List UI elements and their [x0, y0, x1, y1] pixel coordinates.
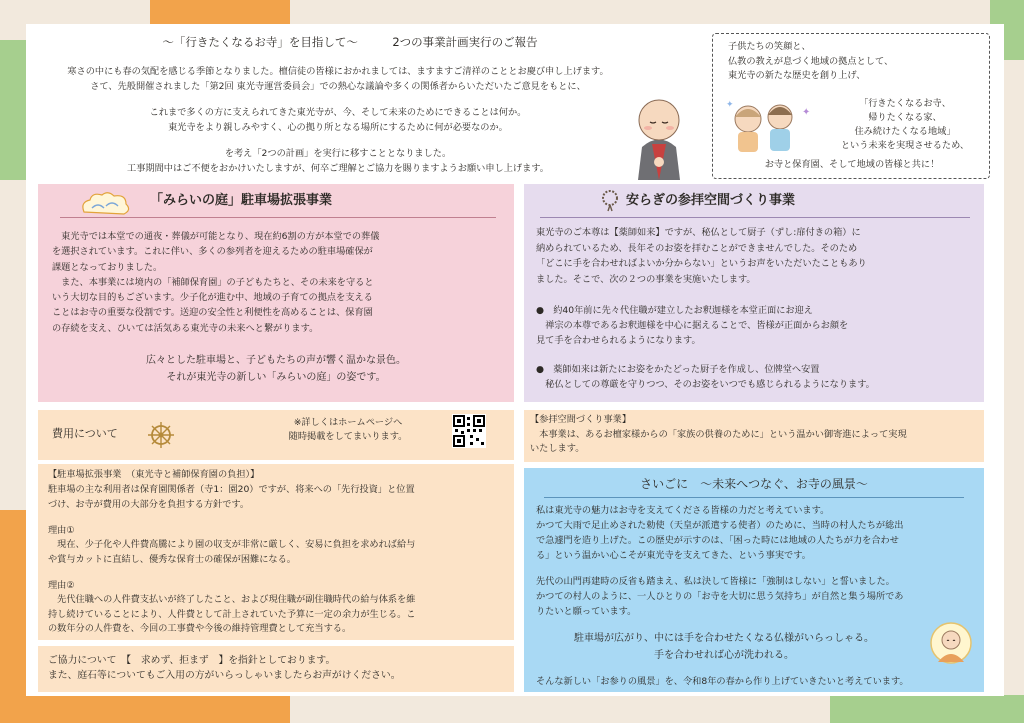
- cooperation-text: [48, 653, 401, 683]
- parking-title-rule: [60, 217, 496, 218]
- worship-cost-body: [530, 428, 907, 456]
- cost-heading: 費用について: [52, 427, 118, 440]
- reason1-body: [48, 538, 415, 567]
- parking-closing: [38, 352, 514, 386]
- vision-line: 仏教の教えが息づく地域の拠点として、: [728, 55, 894, 67]
- vision-line: 子供たちの笑顔と、: [728, 41, 811, 52]
- header-greeting: [38, 64, 638, 94]
- cost-intro-line: 駐車場の主な利用者は保育園関係者（寺1：園20）ですが、将来への「先行投資」と位置: [48, 484, 415, 495]
- parking-body: [52, 229, 379, 336]
- cloud-icon: [78, 190, 132, 220]
- dharma-wheel-icon: [146, 420, 176, 450]
- cost-sub-heading: 【駐車場拡張事業 （東光寺と補師保育園の負担）】: [48, 469, 260, 480]
- worship-title-rule: [540, 217, 970, 218]
- buddha-illustration: [928, 620, 974, 670]
- finale-line: 駐車場が広がり、中には手を合わせたくなる仏様がいらっしゃる。: [574, 633, 874, 644]
- reason1-line: や賞与カットに直結し、優秀な保育士の確保が困難になる。: [48, 553, 296, 565]
- qr-code-icon[interactable]: [452, 414, 486, 448]
- parking-closing-line: それが東光寺の新しい「みらいの庭」の姿です。: [166, 372, 386, 383]
- finale-title: さいごに ～未来へつなぐ、お寺の風景～: [640, 477, 868, 491]
- bg-green-left: [0, 40, 26, 180]
- worship-item-line: 見て手を合わせられるようになります。: [536, 335, 701, 346]
- worship-cost-line: 本事業は、あるお檀家様からの「家族の供養のために」という温かい御寄進によって実現: [530, 429, 907, 440]
- worship-cost-line: いたします。: [530, 443, 585, 454]
- cost-note-line: 随時掲載をしてまいります。: [288, 431, 408, 442]
- header-question: [38, 105, 638, 135]
- finale-line: りたいと願っています。: [536, 606, 637, 617]
- worship-line: 東光寺のご本尊は【薬師如来】ですが、秘仏として厨子（ずし:扉付きの箱）に: [536, 227, 861, 238]
- worship-line: ました。そこで、次の２つの事業を実施いたします。: [536, 273, 756, 285]
- worship-item-line: 禅宗の本尊であるお釈迦様を中心に据えることで、皆様が正面からお顔を: [536, 320, 849, 331]
- parking-line: いう大切な目的もございます。少子化が進む中、地域の子育ての拠点を支える: [52, 292, 373, 304]
- cost-intro: [48, 483, 415, 512]
- parking-line: 東光寺では本堂での通夜・葬儀が可能となり、現在約6割の方が本堂での葬儀: [52, 231, 380, 242]
- finale-p1: [536, 503, 904, 563]
- reason2-line: 先代住職への人件費支払いが終了したこと、および現住職が副住職時代の給与体系を維: [48, 594, 416, 605]
- prayer-beads-icon: [598, 188, 622, 212]
- parking-line: を選択されています。これに伴い、多くの参列者を迎えるための駐車場確保が: [52, 246, 373, 258]
- reason1-line: 現在、少子化や人件費高騰により園の収支が非常に厳しく、安易に負担を求めれば給与: [48, 539, 416, 550]
- parking-line: また、本事業には境内の「補師保育園」の子どもたちと、その未来を守ると: [52, 276, 374, 288]
- cost-note: [248, 416, 448, 444]
- page-title: ～「行きたくなるお寺」を目指して～ 2つの事業計画実行のご報告: [162, 35, 538, 49]
- worship-item-line: ● 約40年前に先々代住職が建立したお釈迦様を本堂正面にお迎え: [536, 305, 813, 316]
- finale-line: 手を合わせれば心が洗われる。: [654, 650, 794, 661]
- vision-footer: お寺と保育園、そして地域の皆様と共に！: [764, 159, 940, 170]
- bg-green-bottom-right: [830, 695, 1024, 723]
- greeting-line: 寒さの中にも春の気配を感じる季節となりました。檀信徒の皆様におかれましては、ますますご清祥のこととお慶び申し上げます。: [67, 66, 609, 77]
- finale-p4: そんな新しい「お参りの風景」を、令和8年の春から作り上げていきたいと考えています。: [536, 676, 909, 687]
- cooperation-line: また、庭石等についてもご入用の方がいらっしゃいましたらお声がけください。: [48, 670, 401, 681]
- reason2-line: の数年分の人件費を、今回の工事費や今後の維持管理費として充当する。: [48, 623, 352, 634]
- finale-p3: [524, 630, 924, 664]
- finale-line: る」という温かい心こそが東光寺を支えてきた、という事実です。: [536, 550, 811, 561]
- reason2-title: 理由②: [48, 580, 75, 591]
- parking-line: ことはお寺の重要な役割です。送迎の安全性と利便性を高めることは、保育園: [52, 307, 373, 319]
- worship-cost-heading: 【参拝空間づくり事業】: [530, 414, 632, 425]
- vision-quote-line: 帰りたくなる家、: [868, 112, 942, 123]
- finale-line: 私は東光寺の魅力はお寺を支えてくださる皆様の力だと考えています。: [536, 505, 830, 516]
- parking-title: 「みらいの庭」駐車場拡張事業: [150, 193, 333, 208]
- svg-text:✦: ✦: [802, 107, 811, 118]
- finale-line: かつての村人のように、一人ひとりの「お寺を大切に思う気持ち」が自然と集う場所であ: [536, 591, 904, 602]
- vision-lines: [728, 40, 893, 84]
- cost-note-line: ※詳しくはホームページへ: [293, 417, 403, 428]
- worship-body: [536, 225, 867, 287]
- closing-line: を考え「2つの計画」を実行に移すこととなりました。: [224, 148, 452, 159]
- bg-orange-top: [150, 0, 290, 24]
- vision-quote-line: という未来を実現させるため、: [840, 140, 970, 151]
- worship-item-line: 秘仏としての尊厳を守りつつ、そのお姿をいつでも感じられるようになります。: [536, 379, 875, 390]
- reason2-body: [48, 593, 416, 637]
- question-line: これまで多くの方に支えられてきた東光寺が、今、そして未来のためにできることは何か。: [149, 107, 527, 118]
- finale-line: かつて大雨で足止めされた勅使（天皇が派遣する使者）のために、当時の村人たちが総出: [536, 520, 904, 531]
- vision-quote-line: 住み続けたくなる地域」: [854, 126, 956, 137]
- closing-line: 工事期間中はご不便をおかけいたしますが、何卒ご理解とご協力を賜りますようお願い申し上げます。: [127, 163, 549, 175]
- worship-item-1: [536, 303, 848, 348]
- parking-line: 課題となっておりました。: [52, 261, 163, 273]
- bg-orange-bottom: [40, 695, 290, 723]
- finale-p2: [536, 574, 904, 619]
- worship-item-line: ● 薬師如来は新たにお姿をかたどった厨子を作成し、位牌堂へ安置: [536, 364, 820, 375]
- worship-line: 納められているため、長年そのお姿を拝むことができませんでした。そのため: [536, 242, 858, 254]
- finale-line: 先代の山門再建時の反省も踏まえ、私は決して皆様に「強制はしない」と誓いました。: [536, 576, 895, 587]
- parking-line: の存続を支え、ひいては活気ある東光寺の未来へと繋がります。: [52, 322, 319, 334]
- cost-intro-line: づけ、お寺が費用の大部分を負担する方針です。: [48, 498, 250, 510]
- reason1-title: 理由①: [48, 525, 75, 536]
- vision-line: 東光寺の新たな歴史を創り上げ、: [728, 70, 866, 81]
- svg-text:✦: ✦: [726, 100, 734, 110]
- worship-item-2: [536, 362, 875, 392]
- worship-line: 「どこに手を合わせればよいか分からない」というお声をいただいたこともあり: [536, 258, 867, 269]
- vision-quote-line: 「行きたくなるお寺、: [859, 98, 951, 109]
- reason2-line: 持し続けていることにより、人件費として計上されていた予算に一定の余力が生じる。こ: [48, 608, 416, 620]
- vision-quote: [820, 97, 990, 153]
- worship-title: 安らぎの参拝空間づくり事業: [626, 193, 796, 208]
- header-closing: [38, 146, 638, 176]
- greeting-line: さて、先般開催されました「第2回 東光寺運営委員会」での熱心な議論や多くの関係者からいただいたご意見をもとに、: [90, 81, 586, 93]
- parking-closing-line: 広々とした駐車場と、子どもたちの声が響く温かな景色。: [146, 355, 406, 366]
- children-illustration: [718, 95, 818, 155]
- monk-illustration: [624, 92, 694, 182]
- finale-title-rule: [544, 497, 964, 498]
- cooperation-line: ご協力について 【 求めず、拒まず 】を指針としております。: [48, 655, 336, 666]
- finale-line: で急遽門を造り上げた。この歴史が示すのは、「困った時には地域の人たちが力を合わせ: [536, 535, 899, 546]
- question-line: 東光寺をより親しみやすく、心の拠り所となる場所にするために何が必要なのか。: [168, 122, 508, 134]
